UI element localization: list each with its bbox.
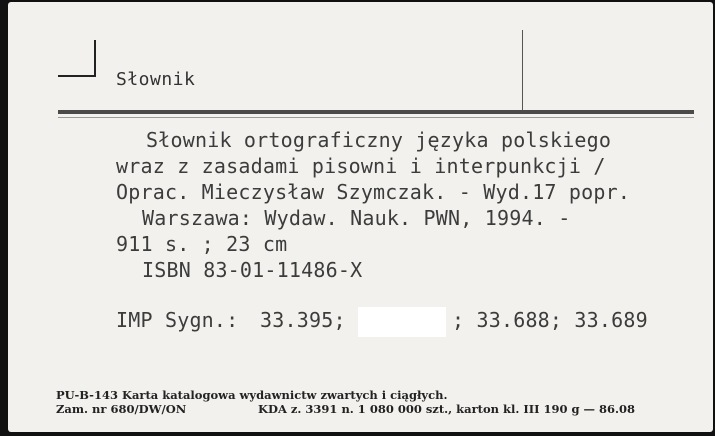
catalog-card (8, 2, 713, 432)
header-divider-line (522, 30, 523, 110)
header-rule-thick (58, 110, 694, 114)
redaction-box (358, 307, 446, 337)
corner-mark-horizontal (58, 75, 96, 77)
footer-form-line: PU-B-143 Karta katalogowa wydawnictw zwartych i ciągłych. (56, 388, 448, 402)
sygn-first-number: 33.395; (260, 308, 346, 332)
title-line-2: wraz z zasadami pisowni i interpunkcji / (116, 154, 606, 178)
publication-line: Warszawa: Wydaw. Nauk. PWN, 1994. - (142, 206, 571, 230)
author-edition-line: Oprac. Mieczysław Szymczak. - Wyd.17 popr. (116, 180, 631, 204)
isbn-line: ISBN 83-01-11486-X (142, 258, 363, 282)
header-rule-thin (58, 117, 694, 118)
footer-print-details: KDA z. 3391 n. 1 080 000 szt., karton kl. III 190 g — 86.08 (258, 402, 636, 416)
corner-mark-vertical (94, 40, 96, 76)
footer-order-number: Zam. nr 680/DW/ON (56, 402, 187, 416)
sygn-remaining-numbers: ; 33.688; 33.689 (452, 308, 648, 332)
physical-description-line: 911 s. ; 23 cm (116, 232, 288, 256)
sygn-label: IMP Sygn.: (116, 308, 239, 332)
title-line-1: Słownik ortograficzny języka polskiego (146, 128, 612, 152)
card-heading: Słownik (116, 69, 196, 90)
